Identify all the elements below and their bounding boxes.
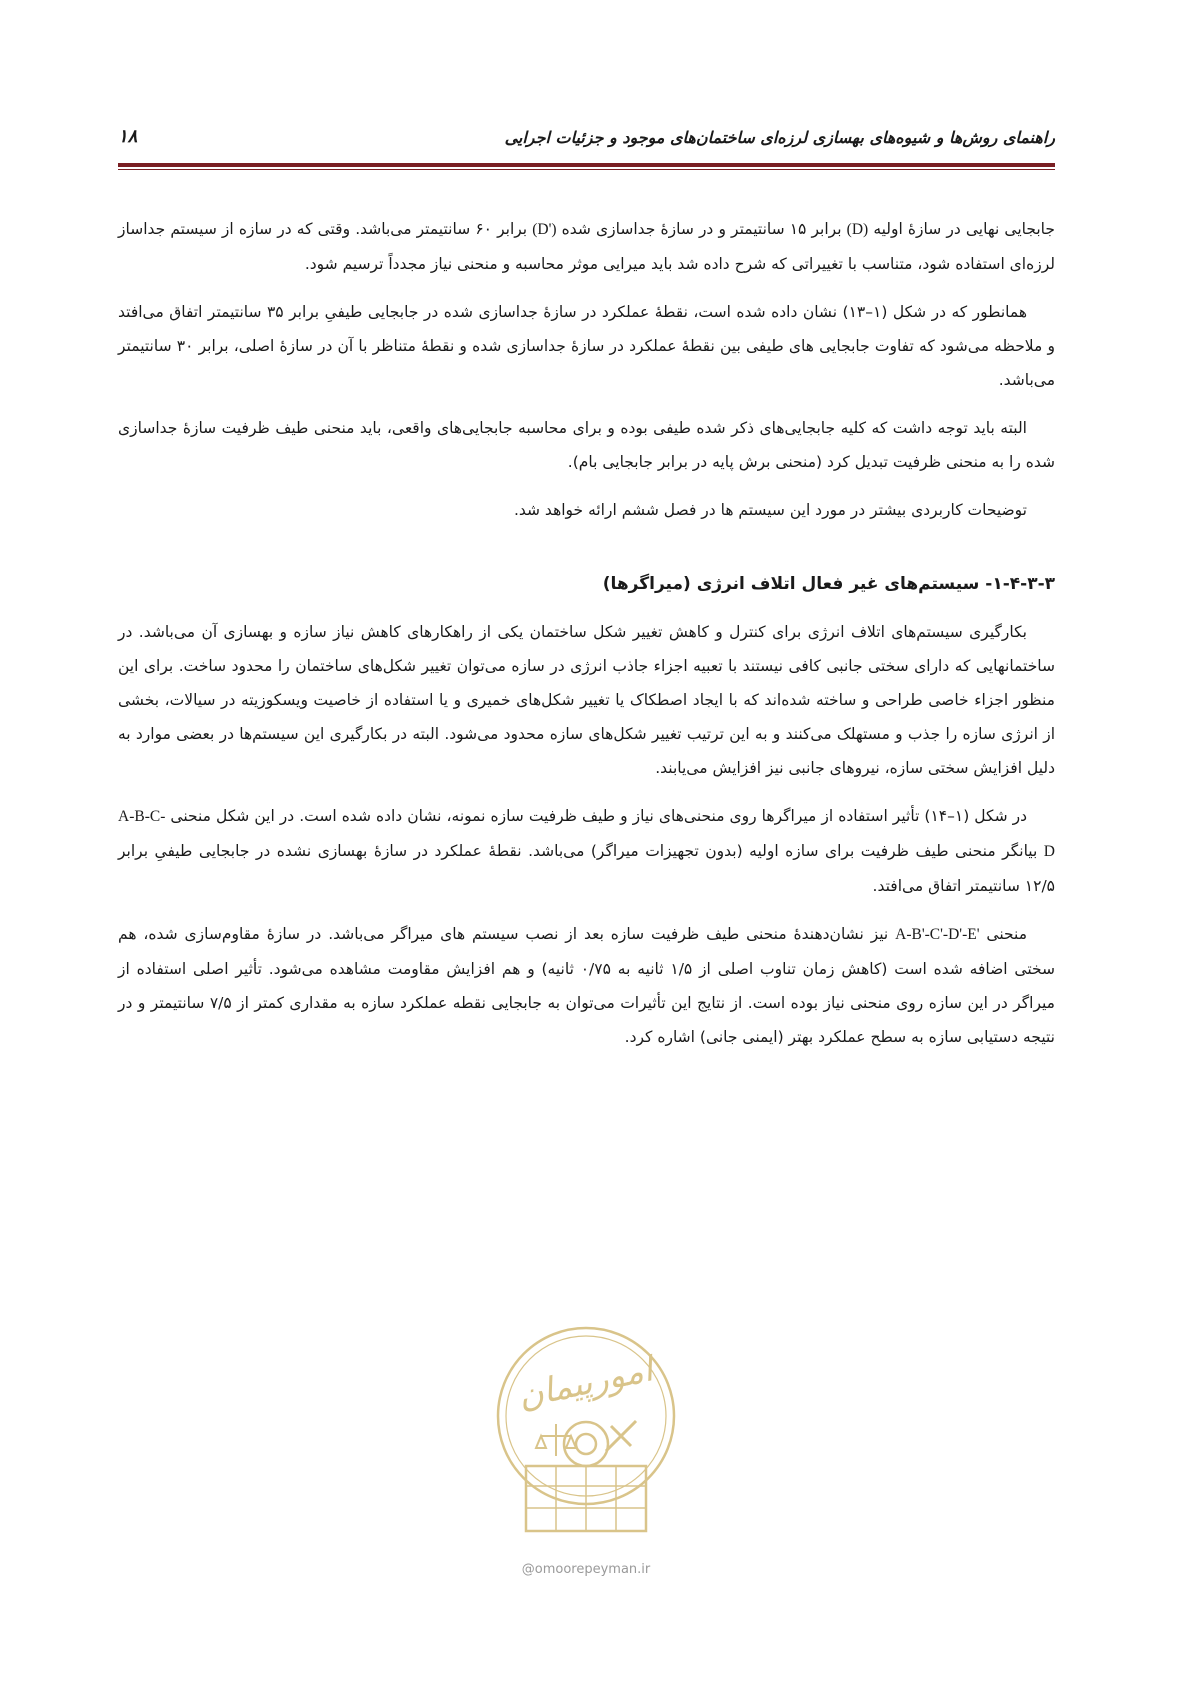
paragraph-1-text-c: برابر ۱۵ سانتیمتر و در سازهٔ جداسازی شده	[556, 220, 847, 238]
paragraph-5: بکارگیری سیستم‌های اتلاف انرژی برای کنترل و کاهش تغییر شکل ساختمان یکی از راهکارهای کاهش نیاز سازه و بهسازی آن می‌باشد. در ساختمانهایی که دارای سختی جانبی کافی نیستند با تعبیه اجزاء جاذب انرژی در سازه می‌توان تغییر شکل‌های ساختمان را محدود ساخت. برای این منظور اجزاء خاصی طراحی و ساخته شده‌اند که با ایجاد اصطکاک یا تغییر شکل‌های خمیری و یا استفاده از خاصیت ویسکوزیته در سیالات، بخشی از انرژی سازه را جذب و مستهلک می‌کنند و به این ترتیب تغییر شکل‌های سازه محدود می‌شود. البته در بکارگیری این سیستم‌ها در بعضی موارد به دلیل افزایش سختی سازه، نیروهای جانبی نیز افزایش می‌یابند.	[118, 623, 1055, 777]
page-number: ۱۸	[118, 126, 138, 147]
curve-label-abcd: A-B-C-D	[118, 808, 1055, 860]
paragraph-6-text-c: بیانگر منحنی طیف ظرفیت برای سازه اولیه (بدون تجهیزات میراگر) می‌باشد. نقطهٔ عملکرد در سازهٔ بهسازی نشده در جابجایی طیفیِ برابر ۱۲/۵ سانتیمتر اتفاق می‌افتد.	[118, 842, 1055, 895]
paragraph-1	[118, 212, 1055, 281]
paragraph-7-text-c: نیز نشان‌دهندهٔ منحنی طیف ظرفیت سازه بعد از نصب سیستم های میراگر می‌باشد. در سازهٔ مقاوم‌سازی شده، هم سختی اضافه شده است (کاهش زمان تناوب اصلی از ۱/۵ ثانیه به ۰/۷۵ ثانیه) و هم افزایش مقاومت مشاهده می‌شود. تأثیر اصلی استفاده از میراگر در این سازه روی منحنی نیاز بوده است. از نتایج این تأثیرات می‌توان به جابجایی نقطه عملکرد سازه به مقداری کمتر از ۷/۵ سانتیمتر و در نتیجه دستیابی سازه به سطح عملکرد بهتر (ایمنی جانی) اشاره کرد.	[118, 925, 1055, 1046]
paragraph-7	[118, 917, 1055, 1054]
symbol-d-prime: (D')	[532, 221, 557, 238]
paragraph-7-text-a: منحنی	[979, 925, 1027, 943]
symbol-d: (D)	[846, 221, 869, 238]
paragraph-6-text-a: در شکل (۱–۱۴) تأثیر استفاده از میراگرها روی منحنی‌های نیاز و طیف ظرفیت سازه نمونه، نشان داده شده است. در این شکل منحنی	[165, 807, 1027, 825]
paragraph-3: البته باید توجه داشت که کلیه جابجایی‌های ذکر شده طیفی بوده و برای محاسبه جابجایی‌های واقعی، باید منحنی طیف ظرفیت سازهٔ جداسازی شده را به منحنی ظرفیت تبدیل کرد (منحنی برش پایه در برابر جابجایی بام).	[118, 419, 1055, 471]
paragraph-4: توضیحات کاربردی بیشتر در مورد این سیستم ها در فصل ششم ارائه خواهد شد.	[513, 501, 1027, 519]
watermark-logo-text: امورپیمان	[514, 1349, 657, 1417]
section-heading: ۱-۴-۳-۳- سیستم‌های غیر فعال اتلاف انرژی (میراگرها)	[602, 574, 1055, 594]
paragraph-6	[118, 799, 1055, 903]
body-text	[118, 212, 1055, 1054]
curve-label-abcde-prime: A-B'-C'-D'-E'	[895, 926, 980, 943]
paragraph-1-text-a: جابجایی نهایی در سازهٔ اولیه	[868, 220, 1055, 238]
watermark-site: @omoorepeyman.ir	[521, 1562, 651, 1577]
paragraph-1-text-e: برابر ۶۰ سانتیمتر می‌باشد. وقتی که در سازه از سیستم جداساز لرزه‌ای استفاده شود، متناسب با تغییراتی که شرح داده شد باید میرایی موثر محاسبه و منحنی نیاز مجدداً ترسیم شود.	[118, 220, 1055, 273]
page-header	[118, 128, 1055, 166]
header-rule-thick	[118, 163, 1055, 167]
running-title: راهنمای روش‌ها و شیوه‌های بهسازی لرزه‌ای ساختمان‌های موجود و جزئیات اجرایی	[504, 128, 1055, 147]
header-rule-thin	[118, 169, 1055, 170]
watermark-logo	[486, 1316, 686, 1546]
paragraph-2: همانطور که در شکل (۱–۱۳) نشان داده شده است، نقطهٔ عملکرد در سازهٔ جداسازی شده در جابجایی طیفیِ برابر ۳۵ سانتیمتر اتفاق می‌افتد و ملاحظه می‌شود که تفاوت جابجایی های طیفی بین نقطهٔ عملکرد در سازهٔ جداسازی شده و نقطهٔ متناظر با آن در سازهٔ اصلی، برابر ۳۰ سانتیمتر می‌باشد.	[118, 303, 1055, 389]
